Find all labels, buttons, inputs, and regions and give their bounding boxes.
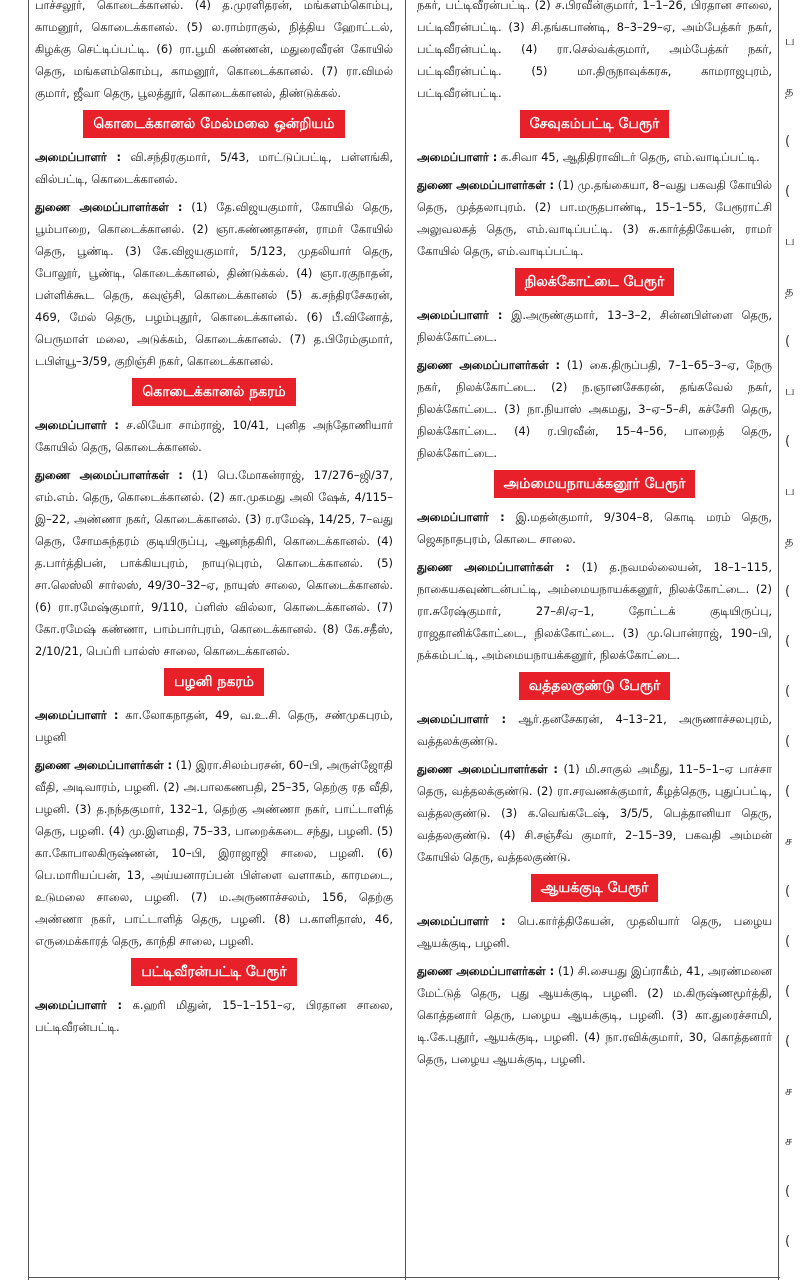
column-right-fragment (785, 30, 800, 1280)
paragraph-text: இ.மதன்குமார், 9/304–8, கொடி மரம் தெரு, ஜெகநாதபுரம், கொடை சாலை. (417, 510, 772, 546)
deputy-organisers-paragraph (35, 464, 393, 662)
paragraph-text: பெ.கார்த்திகேயன், முதலியார் தெரு, பழைய ஆயக்குடி, பழனி. (417, 914, 772, 950)
section-heading-wrap (417, 672, 772, 700)
organiser-paragraph (417, 304, 772, 348)
column-divider (405, 0, 406, 1280)
deputy-organisers-paragraph (417, 556, 772, 666)
section-heading: கொடைக்கானல் நகரம் (132, 378, 295, 406)
role-label: துணை அமைப்பாளர்கள் : (417, 762, 558, 776)
organiser-paragraph (35, 704, 393, 748)
section-heading-wrap (417, 470, 772, 498)
deputy-organisers-paragraph (417, 354, 772, 464)
cropped-text-fragment: ( (785, 134, 791, 149)
section-heading-wrap (35, 668, 393, 696)
role-label: அமைப்பாளர் : (35, 998, 123, 1012)
organiser-paragraph (417, 506, 772, 550)
cropped-text-fragment: ச (785, 1084, 793, 1099)
cropped-text-fragment: ( (785, 334, 791, 349)
paragraph-text: கா.லோகநாதன், 49, வ.உ.சி. தெரு, சண்முகபுரம், பழனி (35, 708, 393, 744)
cropped-text-fragment: ( (785, 984, 791, 999)
cropped-text-fragment: ( (785, 734, 791, 749)
deputy-organisers-paragraph (35, 196, 393, 372)
cropped-text-fragment: ( (785, 934, 791, 949)
paragraph-text: (1) தே.விஜயகுமார், கோயில் தெரு, பூம்பாறை, கொடைக்கானல். (2) ஞா.கண்ணதாசன், ராமர் கோயில் தெரு, பூண்டி. (3) கே.விஜயகுமார், 5/123, முதலியார் தெரு, போலூர், பூண்டி, கொடைக்கானல், திண்டுக்கல். (4) ஞா.ரகுநாதன், பள்ளிக்கூட தெரு, கவுஞ்சி, கொடைக்கானல் (5) க.சந்திரசேகரன், 469, மேல் தெரு, பழம்புதூர், கொடைக்கானல். (6) பீ.வினோத், பெருமாள் மலை, அடுக்கம், கொடைக்கானல். (7) த.பிரேம்குமார், டபிள்யூ–3/59, குறிஞ்சி நகர், கொடைக்கானல். (35, 200, 393, 368)
organiser-paragraph (417, 708, 772, 752)
deputy-organisers-paragraph (417, 174, 772, 262)
cropped-text-fragment: ( (785, 784, 791, 799)
cropped-text-fragment: ( (785, 884, 791, 899)
organiser-paragraph (417, 146, 772, 168)
section-heading: பட்டிவீரன்பட்டி பேரூர் (131, 958, 296, 986)
paragraph-text: பாச்சலூர், கொடைக்கானல். (4) த.முரளிதரன், மங்களம்கொம்பு, காமனூர், கொடைக்கானல். (5) ல.ராம்ராகுல், நித்திய ஹோட்டல், கிழக்கு செட்டிப்பட்டி. (6) ரா.பூமி கண்ணன், மதுரைவீரன் கோயில் தெரு, மங்களம்கொம்பு, காமனூர், கொடைக்கானல். (7) ரா.விமல் குமார், ஜீவா தெரு, பூலத்தூர், கொடைக்கானல், திண்டுக்கல். (35, 0, 393, 100)
cropped-text-fragment: ( (785, 1034, 791, 1049)
section-heading-wrap (417, 268, 772, 296)
paragraph-text: இ.அருண்குமார், 13–3–2, சின்னபிள்ளை தெரு, நிலக்கோட்டை. (417, 308, 772, 344)
continued-paragraph (417, 0, 772, 104)
continued-paragraph (35, 0, 393, 104)
role-label: துணை அமைப்பாளர்கள் : (417, 358, 561, 372)
paragraph-text: க.ஹரி மிதுன், 15–1–151–ஏ, பிரதான சாலை, பட்டிவீரன்பட்டி. (35, 998, 393, 1034)
cropped-text-fragment: ச (785, 1134, 793, 1149)
right-column-rule (778, 0, 779, 1280)
section-heading: கொடைக்கானல் மேல்மலை ஒன்றியம் (83, 110, 344, 138)
role-label: அமைப்பாளர் : (35, 150, 122, 164)
deputy-organisers-paragraph (417, 758, 772, 868)
deputy-organisers-paragraph (417, 960, 772, 1070)
role-label: அமைப்பாளர் : (417, 510, 505, 524)
organiser-paragraph (35, 414, 393, 458)
cropped-text-fragment: ப (785, 34, 795, 49)
paragraph-text: ஆர்.தனசேகரன், 4–13–21, அருணாச்சலபுரம், வத்தலக்குண்டு. (417, 712, 772, 748)
section-heading: வத்தலகுண்டு பேரூர் (519, 672, 671, 700)
role-label: அமைப்பாளர் : (417, 914, 506, 928)
role-label: அமைப்பாளர் : (417, 150, 498, 164)
section-heading: அம்மையநாயக்கனூர் பேரூர் (494, 470, 696, 498)
role-label: துணை அமைப்பாளர்கள் : (417, 560, 570, 574)
paragraph-text: (1) மி.சாகுல் அமீது, 11–5–1–ஏ பாச்சா தெரு, வத்தலக்குண்டு. (2) ரா.சரவணக்குமார், கீழத்தெரு, புதுப்பட்டி, வத்தலகுண்டு. (3) க.வெங்கடேஷ், 3/5/5, பெத்தானியா தெரு, வத்தலகுண்டு. (4) சி.சஞ்சீவ் குமார், 2–15–39, பகவதி அம்மன் கோயில் தெரு, வத்தலகுண்டு. (417, 762, 772, 864)
role-label: துணை அமைப்பாளர்கள் : (417, 178, 555, 192)
cropped-text-fragment: ( (785, 184, 791, 199)
paragraph-text: (1) பெ.மோகன்ராஜ், 17/276–ஜி/37, எம்.எம். தெரு, கொடைக்கானல். (2) கா.முகமது அலி ஷேக், 4/115–இ–22, அண்ணா நகர், கொடைக்கானல். (3) ர.ரமேஷ், 14/25, 7–வது தெரு, சோமசுந்தரம் குடியிருப்பு, ஆனந்தகிரி, கொடைக்கானல். (4) த.பார்த்திபன், பாக்கியபுரம், நாயுடுபுரம், கொடைக்கானல். (5) சா.லெஸ்லி சார்லஸ், 49/30–32–ஏ, நாயுஸ் சாலை, கொடைக்கானல். (6) ரா.ரமேஷ்குமார், 9/110, ப்ளிஸ் வில்லா, கொடைக்கானல். (7) கோ.ரமேஷ் கண்ணா, பாம்பார்புரம், கொடைக்கானல். (8) கே.சதீஸ், 2/10/21, பெப்ரி பால்ஸ் சாலை, கொடைக்கானல். (35, 468, 393, 658)
section-heading: பழனி நகரம் (164, 668, 264, 696)
cropped-text-fragment: ப (785, 234, 795, 249)
cropped-text-fragment: ( (785, 684, 791, 699)
paragraph-text: (1) கை.திருப்பதி, 7–1–65–3–ஏ, நேரு நகர், நிலக்கோட்டை. (2) ந.ஞானசேகரன், தங்கவேல் நகர், நிலக்கோட்டை. (3) நா.நியாஸ் அகமது, 3–ஏ–5–சி, கச்சேரி தெரு, நிலக்கோட்டை. (4) ர.பிரவீன், 15–4–56, பாறைத் தெரு, நிலக்கோட்டை. (417, 358, 772, 460)
section-heading: நிலக்கோட்டை பேரூர் (515, 268, 675, 296)
section-heading-wrap (35, 378, 393, 406)
section-heading-wrap (417, 874, 772, 902)
role-label: துணை அமைப்பாளர்கள் : (35, 758, 173, 772)
cropped-text-fragment: ( (785, 1234, 791, 1249)
role-label: துணை அமைப்பாளர்கள் : (35, 200, 183, 214)
paragraph-text: வி.சந்திரகுமார், 5/43, மாட்டுப்பட்டி, பள்ளங்கி, வில்பட்டி, கொடைக்கானல். (35, 150, 393, 186)
cropped-text-fragment: ( (785, 434, 791, 449)
section-heading: ஆயக்குடி பேரூர் (531, 874, 659, 902)
paragraph-text: ச.லியோ சாம்ராஜ், 10/41, புனித அந்தோணியார் கோயில் தெரு, கொடைக்கானல். (35, 418, 393, 454)
organiser-paragraph (417, 910, 772, 954)
column-middle (417, 0, 772, 1280)
role-label: அமைப்பாளர் : (417, 308, 503, 322)
paragraph-text: (1) த.நவமல்லையன், 18–1–115, நாகையகவுண்டன்பட்டி, அம்மையநாயக்கனூர், நிலக்கோட்டை. (2) ரா.சுரேஷ்குமார், 27–சி/ஏ–1, தோட்டக் குடியிருப்பு, ராஜதானிக்கோட்டை, நிலக்கோட்டை. (3) மு.பொன்ராஜ், 190–பி, நக்கம்பட்டி, அம்மையநாயக்கனூர், நிலக்கோட்டை. (417, 560, 772, 662)
deputy-organisers-paragraph (35, 754, 393, 952)
organiser-paragraph (35, 994, 393, 1038)
role-label: அமைப்பாளர் : (417, 712, 507, 726)
cropped-text-fragment: ( (785, 584, 791, 599)
role-label: துணை அமைப்பாளர்கள் : (35, 468, 183, 482)
organiser-paragraph (35, 146, 393, 190)
paragraph-text: க.சிவா 45, ஆதிதிராவிடர் தெரு, எம்.வாடிப்பட்டி. (497, 150, 760, 164)
role-label: துணை அமைப்பாளர்கள் : (417, 964, 555, 978)
cropped-text-fragment: ச (785, 834, 793, 849)
paragraph-text: (1) மு.தங்கையா, 8–வது பகவதி கோயில் தெரு, முத்தலாபுரம். (2) பா.மருதபாண்டி, 15–1–55, பேரூராட்சி அலுவலகத் தெரு, எம்.வாடிப்பட்டி. (3) சு.கார்த்திகேயன், ராமர் கோயில் தெரு, எம்.வாடிப்பட்டி. (417, 178, 772, 258)
paragraph-text: (1) சி.சையது இப்ராகீம், 41, அரண்மனை மேட்டுத் தெரு, புது ஆயக்குடி, பழனி. (2) ம.கிருஷ்ணமூர்த்தி, கொத்தனார் தெரு, பழைய ஆயக்குடி, பழனி. (3) கா.துரைச்சாமி, டி.கே.புதூர், ஆயக்குடி, பழனி. (4) நா.ரவிக்குமார், 30, கொத்தனார் தெரு, பழைய ஆயக்குடி, பழனி. (417, 964, 772, 1066)
cropped-text-fragment: ப (785, 384, 795, 399)
left-column-rule (28, 0, 29, 1280)
cropped-text-fragment: த (785, 84, 794, 99)
paragraph-text: (1) இரா.சிலம்பரசன், 60–பி, அருள்ஜோதி வீதி, அடிவாரம், பழனி. (2) அ.பாலகணபதி, 25–35, தெற்கு ரத வீதி, பழனி. (3) த.நந்தகுமார், 132–1, தெற்கு அண்ணா நகர், பாட்டாளித் தெரு, பழனி. (4) மு.இளமதி, 75–33, பாறைக்கடை சந்து, பழனி. (5) கா.கோபாலகிருஷ்ணன், 10–பி, இராஜாஜி சாலை, பழனி. (6) பெ.மாரியப்பன், 13, அய்யனாரப்பன் பிள்ளை வளாகம், காரமடை, உடுமலை சாலை, பழனி. (7) ம.அருணாச்சலம், 156, தெற்கு அண்ணா நகர், பாட்டாளித் தெரு, பழனி. (8) ப.காளிதாஸ், 46, எருமைக்காரத் தெரு, காந்தி சாலை, பழனி. (35, 758, 393, 948)
column-left (35, 0, 393, 1280)
section-heading-wrap (35, 110, 393, 138)
cropped-text-fragment: த (785, 284, 794, 299)
cropped-text-fragment: ( (785, 634, 791, 649)
section-heading-wrap (35, 958, 393, 986)
role-label: அமைப்பாளர் : (35, 418, 119, 432)
cropped-text-fragment: ( (785, 1184, 791, 1199)
role-label: அமைப்பாளர் : (35, 708, 119, 722)
cropped-text-fragment: த (785, 534, 794, 549)
paragraph-text: நகர், பட்டிவீரன்பட்டி. (2) ச.பிரவீன்குமார், 1–1–26, பிரதான சாலை, பட்டிவீரன்பட்டி. (3) சி.தங்கபாண்டி, 8–3–29–ஏ, அம்பேத்கர் நகர், பட்டிவீரன்பட்டி. (4) ரா.செல்வக்குமார், அம்பேத்கர் நகர், பட்டிவீரன்பட்டி. (5) மா.திருநாவுக்கரசு, காமராஜபுரம், பட்டிவீரன்பட்டி. (417, 0, 772, 100)
section-heading: சேவுகம்பட்டி பேரூர் (520, 110, 670, 138)
section-heading-wrap (417, 110, 772, 138)
cropped-text-fragment: ப (785, 484, 795, 499)
